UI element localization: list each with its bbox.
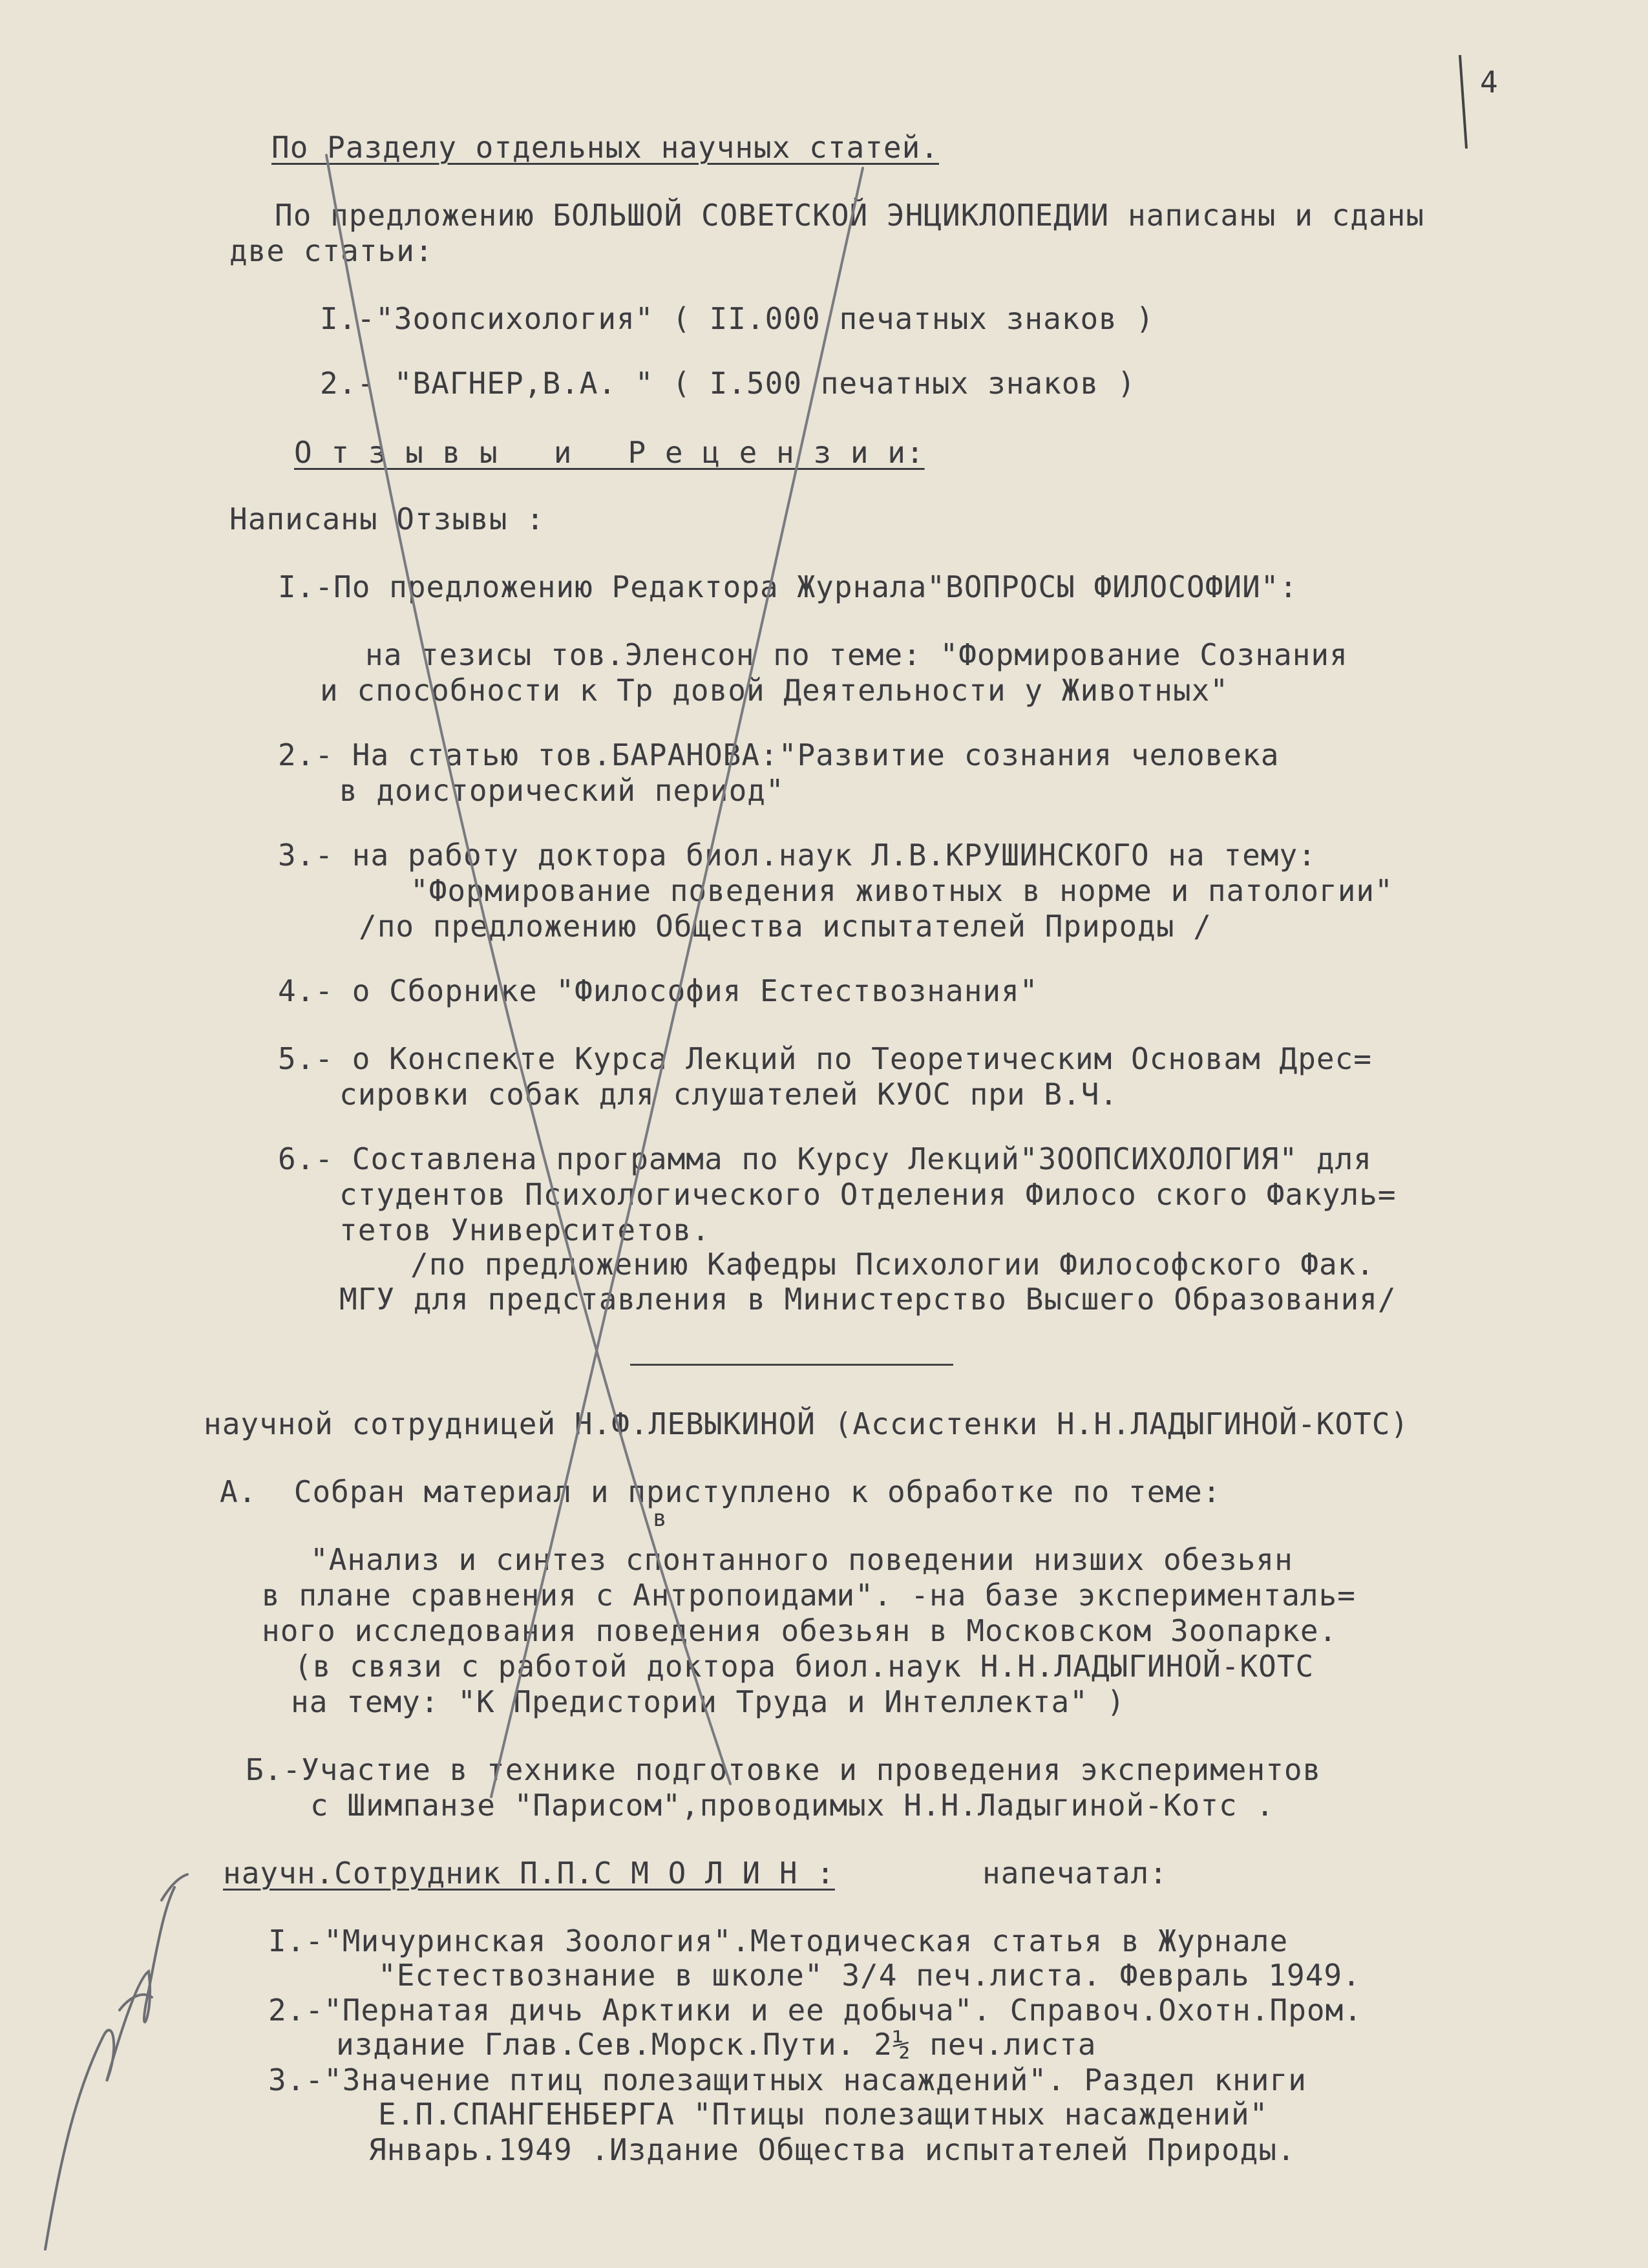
review-item-2-line2: в доисторический период" <box>339 773 785 808</box>
smolin-item-2-line2: издание Глав.Сев.Морск.Пути. 2½ печ.листа <box>336 2027 1097 2062</box>
levykina-a-line1: А. Собран материал и приступлено к обработке по теме: <box>220 1474 1221 1509</box>
review-item-3-line1: 3.- на работу доктора биол.наук Л.В.КРУШИНСКОГО на тему: <box>278 838 1316 873</box>
review-item-5-line1: 5.- о Конспекте Курса Лекций по Теоретическим Основам Дрес= <box>278 1041 1372 1076</box>
levykina-a-insertion: в <box>653 1505 668 1532</box>
review-item-6-line3: тетов Университетов. <box>339 1213 710 1247</box>
pencil-signature <box>45 1874 187 2249</box>
review-item-3-line3: /по предложению Общества испытателей Природы / <box>359 909 1212 944</box>
smolin-item-3-line3: Январь.1949 .Издание Общества испытателей Природы. <box>368 2132 1296 2167</box>
articles-intro-line1: По предложению БОЛЬШОЙ СОВЕТСКОЙ ЭНЦИКЛОПЕДИИ написаны и сданы <box>275 198 1425 233</box>
smolin-item-1-line1: І.-"Мичуринская Зоология".Методическая статья в Журнале <box>268 1924 1289 1958</box>
smolin-item-3-line2: Е.П.СПАНГЕНБЕРГА "Птицы полезащитных насаждений" <box>378 2097 1269 2132</box>
articles-intro-line2: две статьи: <box>229 233 434 268</box>
levykina-a-line5: (в связи с работой доктора биол.наук Н.Н.ЛАДЫГИНОЙ-КОТС <box>294 1649 1315 1684</box>
section-reviews-heading: О т з ы в ы и Р е ц е н з и и: <box>294 435 925 470</box>
smolin-item-3-line1: 3.-"Значение птиц полезащитных насаждений". Раздел книги <box>268 2062 1307 2097</box>
page-number: 4 <box>1480 65 1498 100</box>
section-articles-heading: По Разделу отдельных научных статей. <box>271 130 939 165</box>
smolin-heading: научн.Сотрудник П.П.С М О Л И Н : <box>223 1856 835 1891</box>
review-item-4: 4.- о Сборнике "Философия Естествознания" <box>278 973 1039 1008</box>
levykina-a-line6: на тему: "К Предистории Труда и Интеллекта" ) <box>291 1684 1126 1719</box>
levykina-a-line4: ного исследования поведения обезьян в Московском Зоопарке. <box>262 1613 1338 1648</box>
smolin-item-2-line1: 2.-"Пернатая дичь Арктики и ее добыча". Справоч.Охотн.Пром. <box>268 1993 1362 2028</box>
review-item-3-line2: "Формирование поведения животных в норме и патологии" <box>410 873 1393 908</box>
review-item-1-line3: и способности к Тр довой Деятельности у Животных" <box>320 673 1229 708</box>
pencil-cross-mark <box>326 155 863 1797</box>
smolin-heading-tail: напечатал: <box>982 1856 1168 1891</box>
review-item-1-line2: на тезисы тов.Эленсон по теме: "Формирование Сознания <box>365 637 1348 672</box>
levykina-heading: научной сотрудницей Н.Ф.ЛЕВЫКИНОЙ (Ассистенки Н.Н.ЛАДЫГИНОЙ-КОТС) <box>204 1406 1410 1441</box>
review-item-6-line5: МГУ для представления в Министерство Высшего Образования/ <box>339 1282 1397 1317</box>
reviews-intro: Написаны Отзывы : <box>229 502 545 536</box>
review-item-6-line4: /по предложению Кафедры Психологии Философского Фак. <box>410 1247 1375 1282</box>
smolin-item-1-line2: "Естествознание в школе" 3/4 печ.листа. Февраль 1949. <box>378 1958 1361 1993</box>
review-item-2-line1: 2.- На статью тов.БАРАНОВА:"Развитие сознания человека <box>278 737 1280 772</box>
levykina-a-line3: в плане сравнения с Антропоидами". -на базе эксперименталь= <box>262 1578 1356 1613</box>
review-item-6-line1: 6.- Составлена программа по Курсу Лекций"ЗООПСИХОЛОГИЯ" для <box>278 1141 1372 1176</box>
review-item-5-line2: сировки собак для слушателей КУОС при В.Ч. <box>339 1077 1119 1112</box>
levykina-b-line1: Б.-Участие в технике подготовке и проведения экспериментов <box>246 1752 1322 1787</box>
levykina-b-line2: с Шимпанзе "Парисом",проводимых Н.Н.Ладыгиной-Котс . <box>310 1788 1275 1823</box>
article-item-1: І.-"Зоопсихология" ( ІІ.000 печатных знаков ) <box>320 301 1155 336</box>
article-item-2: 2.- "ВАГНЕР,В.А. " ( І.500 печатных знаков ) <box>320 366 1136 401</box>
levykina-a-line2: "Анализ и синтез спонтанного поведении низших обезьян <box>310 1542 1293 1577</box>
review-item-1-line1: І.-По предложению Редактора Журнала"ВОПРОСЫ ФИЛОСОФИИ": <box>278 569 1298 604</box>
review-item-6-line2: студентов Психологического Отделения Филосо ского Факуль= <box>339 1177 1397 1212</box>
